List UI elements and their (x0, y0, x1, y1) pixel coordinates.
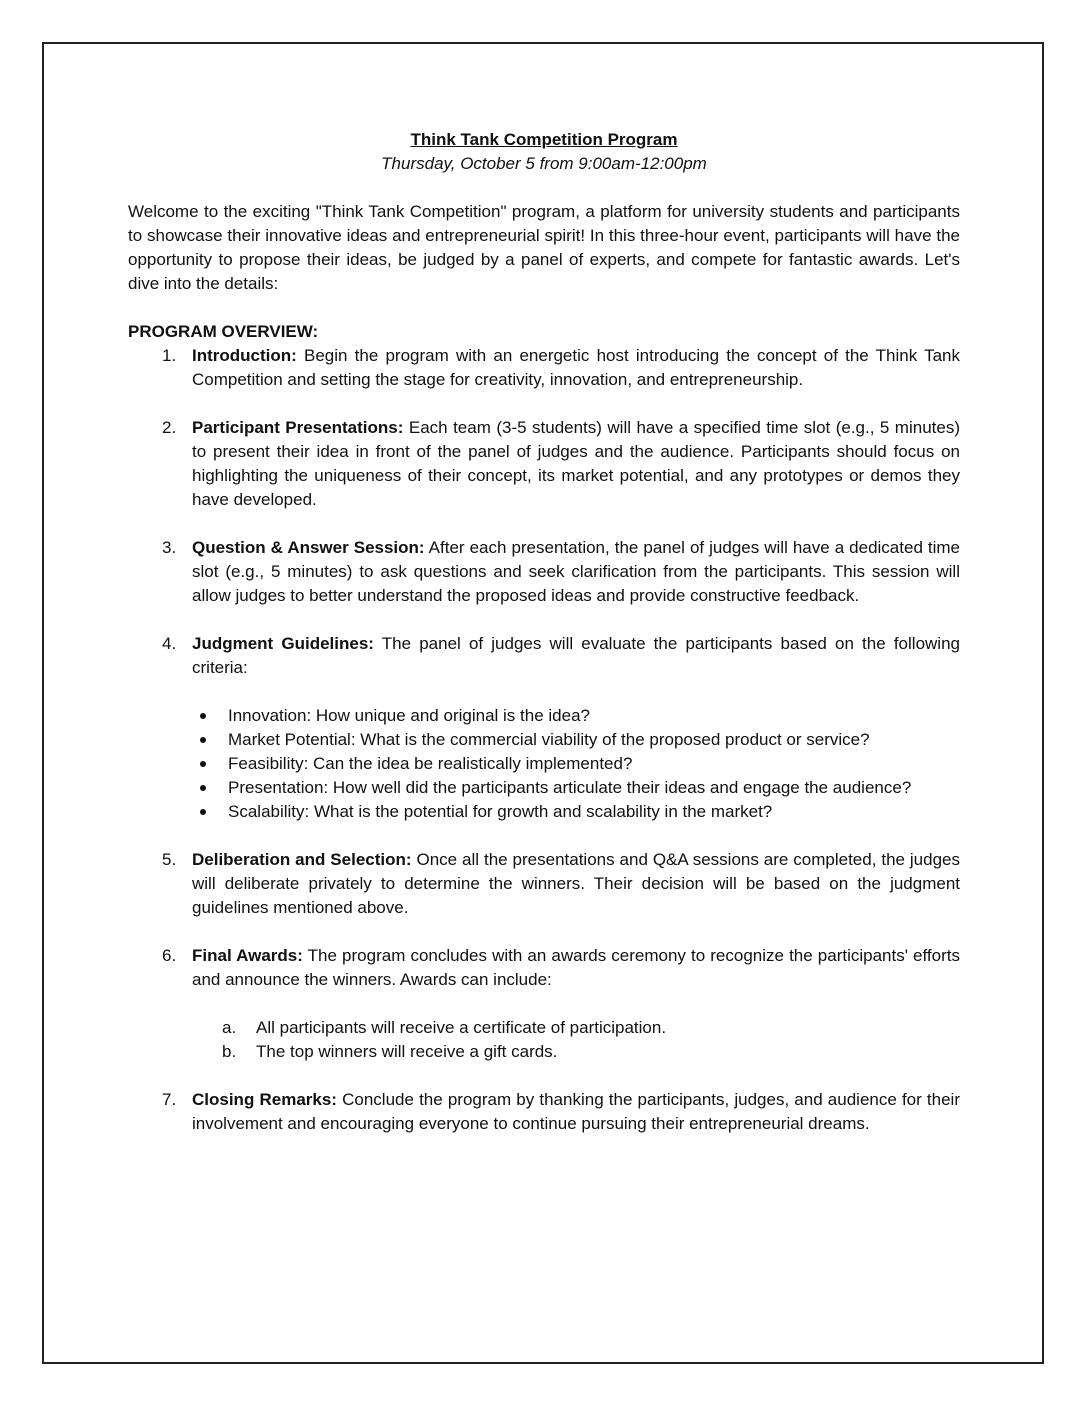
program-item-participant-presentations (128, 416, 960, 512)
criteria-item (128, 704, 960, 728)
award-item (192, 1040, 960, 1064)
criteria-item (128, 800, 960, 824)
item-title: Deliberation and Selection: (192, 850, 412, 869)
criteria-item (128, 752, 960, 776)
intro-paragraph: Welcome to the exciting "Think Tank Competition" program, a platform for university students and participants to showcase their innovative ideas and entrepreneurial spirit! In this three-hour event, participants will have the opportunity to propose their ideas, be judged by a panel of experts, and compete for fantastic awards. Let's dive into the details: (128, 202, 960, 293)
item-text: Begin the program with an energetic host introducing the concept of the Think Tank Competition and setting the stage for creativity, innovation, and entrepreneurship. (192, 346, 960, 389)
item-text: The program concludes with an awards ceremony to recognize the participants' efforts and announce the winners. Awards can include: (192, 946, 960, 989)
award-text: All participants will receive a certificate of participation. (256, 1018, 667, 1037)
program-item-introduction (128, 344, 960, 392)
item-title: Question & Answer Session: (192, 538, 425, 557)
document-body (128, 128, 960, 1160)
criteria-text: Market Potential: What is the commercial viability of the proposed product or service? (228, 730, 870, 749)
bullet-icon (200, 761, 206, 767)
item-title: Final Awards: (192, 946, 303, 965)
spacer (192, 992, 960, 1016)
awards-list (192, 1016, 960, 1064)
item-text: Conclude the program by thanking the participants, judges, and audience for their involvement and encouraging everyone to continue pursuing their entrepreneurial dreams. (192, 1090, 960, 1133)
criteria-text: Feasibility: Can the idea be realistically implemented? (228, 754, 633, 773)
item-title: Closing Remarks: (192, 1090, 337, 1109)
criteria-list (192, 704, 960, 824)
spacer (192, 680, 960, 704)
item-title: Introduction: (192, 346, 297, 365)
criteria-text: Presentation: How well did the participants articulate their ideas and engage the audience? (228, 778, 912, 797)
bullet-icon (200, 785, 206, 791)
bullet-icon (200, 809, 206, 815)
criteria-text: Scalability: What is the potential for growth and scalability in the market? (228, 802, 773, 821)
program-item-deliberation (128, 848, 960, 920)
item-number: 4. (162, 634, 177, 653)
program-overview-heading: PROGRAM OVERVIEW: (128, 322, 319, 341)
item-number: 5. (162, 850, 177, 869)
item-title: Judgment Guidelines: (192, 634, 374, 653)
item-number: 7. (162, 1090, 177, 1109)
item-number: 2. (162, 418, 177, 437)
item-text: After each presentation, the panel of judges will have a dedicated time slot (e.g., 5 minutes) to ask questions and seek clarification from the participants. This session will allow judges to better understand the proposed ideas and provide constructive feedback. (192, 538, 961, 605)
criteria-text: Innovation: How unique and original is the idea? (228, 706, 590, 725)
item-text: The panel of judges will evaluate the participants based on the following criteria: (192, 634, 960, 677)
bullet-icon (200, 713, 206, 719)
item-text: Once all the presentations and Q&A sessions are completed, the judges will deliberate privately to determine the winners. Their decision will be based on the judgment guidelines mentioned above. (192, 850, 961, 917)
award-letter: a. (222, 1018, 237, 1037)
document-title: Think Tank Competition Program (410, 130, 678, 149)
program-item-question-answer (128, 536, 960, 608)
program-item-judgment-guidelines (128, 632, 960, 824)
item-title: Participant Presentations: (192, 418, 404, 437)
criteria-item (128, 776, 960, 800)
item-text: Each team (3-5 students) will have a specified time slot (e.g., 5 minutes) to present their idea in front of the panel of judges and the audience. Participants should focus on highlighting the uniqueness of their concept, its market potential, and any prototypes or demos they have developed. (192, 418, 960, 509)
award-letter: b. (222, 1042, 237, 1061)
program-list (128, 344, 960, 1136)
item-number: 6. (162, 946, 177, 965)
program-item-final-awards (128, 944, 960, 1064)
criteria-item (128, 728, 960, 752)
document-subtitle: Thursday, October 5 from 9:00am-12:00pm (381, 154, 707, 173)
item-number: 3. (162, 538, 177, 557)
item-number: 1. (162, 346, 177, 365)
bullet-icon (200, 737, 206, 743)
program-item-closing-remarks (128, 1088, 960, 1136)
award-item (192, 1016, 960, 1040)
award-text: The top winners will receive a gift cards. (256, 1042, 558, 1061)
